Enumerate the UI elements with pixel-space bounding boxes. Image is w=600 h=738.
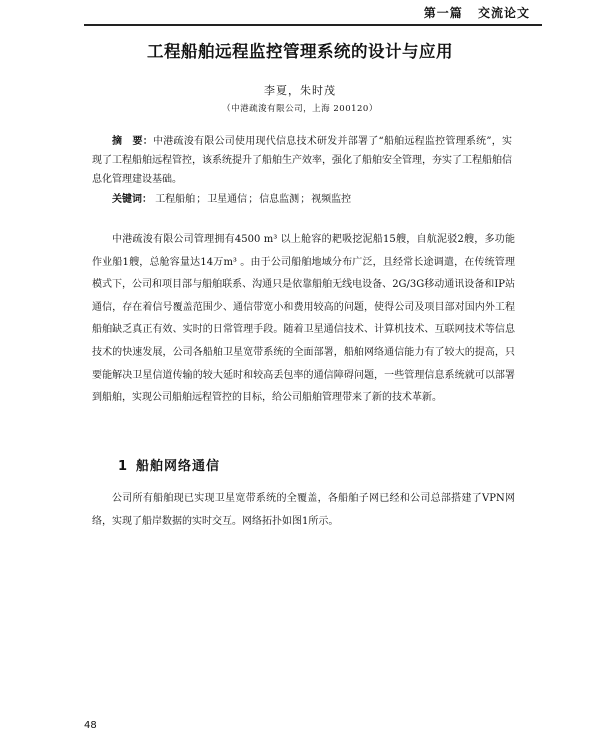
keyword: 信息监测 (259, 194, 300, 205)
running-head-part: 第一篇 (423, 6, 463, 20)
running-head-section: 交流论文 (477, 6, 530, 20)
section-title: 船舶网络通信 (136, 459, 221, 474)
keyword: 工程船舶 (155, 194, 196, 205)
paper-affiliation: （中港疏浚有限公司，上海 200120） (222, 104, 378, 114)
abstract (92, 132, 512, 189)
abstract-text: 中港疏浚有限公司使用现代信息技术研发并部署了“船舶远程监控管理系统”，实现了工程船舶远程管控，该系统提升了船舶生产效率，强化了船舶安全管理，夯实了工程船舶信息化管理建设基础。 (92, 136, 513, 185)
keywords: 关键词： 工程船舶；卫星通信；信息监测；视频监控 (112, 194, 352, 205)
keywords-label: 关键词： (112, 194, 152, 205)
body-paragraph-intro: 中港疏浚有限公司管理拥有4500 m³ 以上舱容的耙吸挖泥船15艘，自航泥驳2艘，多功能作业船1艘，总舱容量达14万m³ 。由于公司船舶地域分布广泛，且经常长途调遣，在传统管理模式下，公司和项目部与船舶联系、沟通只是依靠船舶无线电设备、2G/3G移动通讯设备和IP站通信，存在着信号覆盖范围少、通信带宽小和费用较高的问题，使得公司及项目部对国内外工程船舶缺乏真正有效、实时的日常管理手段。随着卫星通信技术、计算机技术、互联网技术等信息技术的快速发展，公司各船舶卫星宽带系统的全面部署，船舶网络通信能力有了较大的提高，只要能解决卫星信道传输的较大延时和较高丢包率的通信障碍问题，一些管理信息系统就可以部署到船舶，实现公司船舶远程管控的目标，给公司船舶管理带来了新的技术革新。 (92, 234, 515, 404)
paper-title: 工程船舶远程监控管理系统的设计与应用 (147, 42, 453, 61)
running-head (414, 4, 530, 21)
abstract-label: 摘 要： (112, 136, 154, 147)
section-number: 1 (118, 459, 129, 474)
keyword: 视频监控 (311, 194, 352, 205)
keyword: 卫星通信 (207, 194, 248, 205)
page-number: 48 (84, 720, 97, 731)
paper-authors: 李夏，朱时茂 (264, 84, 336, 97)
header-rule (84, 24, 542, 26)
section-heading (118, 455, 220, 474)
body-paragraph-network: 公司所有船舶现已实现卫星宽带系统的全覆盖，各船舶子网已经和公司总部搭建了VPN网络，实现了船岸数据的实时交互。网络拓扑如图1所示。 (92, 493, 515, 527)
